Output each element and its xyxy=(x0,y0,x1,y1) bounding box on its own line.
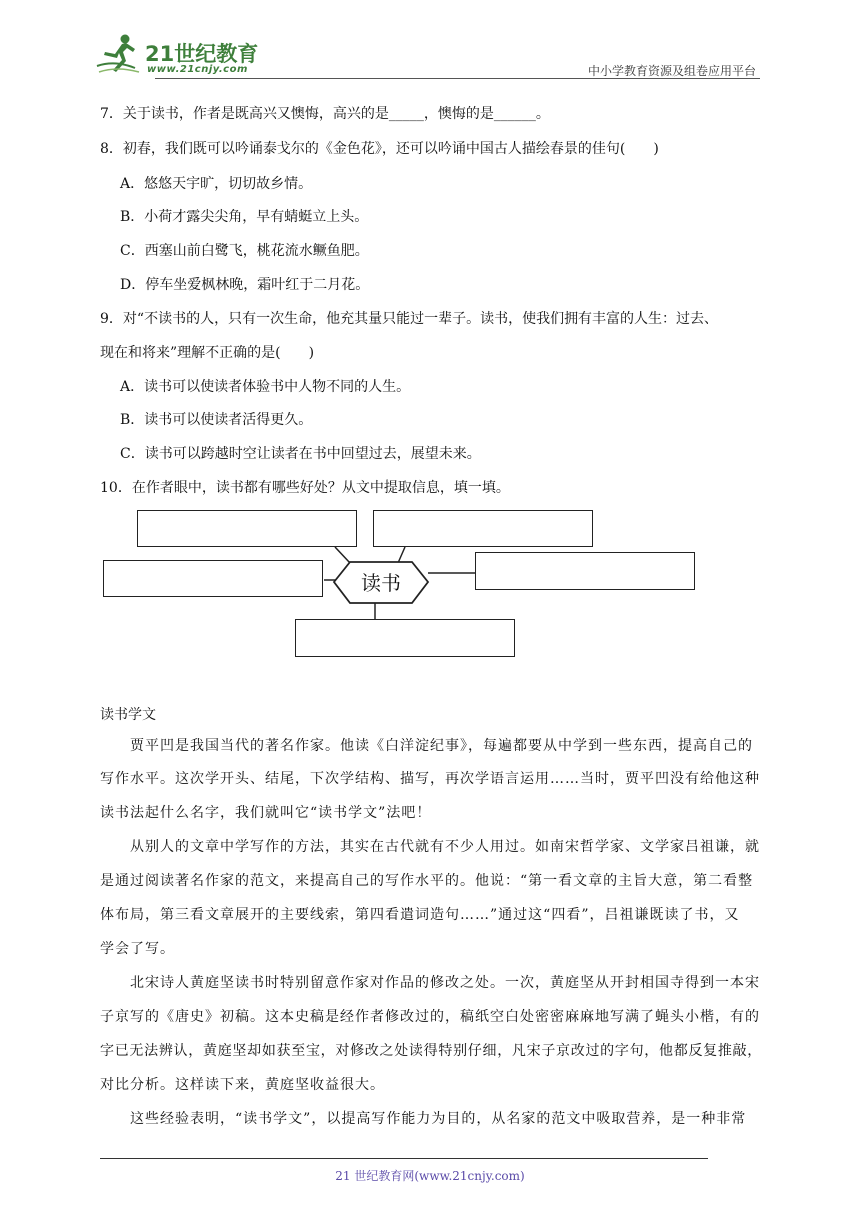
question-8-option-b: B．小荷才露尖尖角，早有蜻蜓立上头。 xyxy=(120,209,369,225)
passage-line: 字已无法辨认，黄庭坚却如获至宝，对修改之处读得特别仔细，凡宋子京改过的字句，他都反复推敲， xyxy=(100,1043,762,1059)
passage-line: 学会了写。 xyxy=(100,941,175,957)
passage-line: 这些经验表明，“读书学文”，以提高写作能力为目的，从名家的范文中吸取营养，是一种非常 xyxy=(130,1111,747,1127)
passage-line: 北宋诗人黄庭坚读书时特别留意作家对作品的修改之处。一次，黄庭坚从开封相国寺得到一本宋 xyxy=(130,975,760,991)
footer-divider xyxy=(100,1158,708,1159)
runner-logo-icon xyxy=(95,32,145,76)
answer-box-middle-left[interactable] xyxy=(103,560,323,597)
site-logo xyxy=(95,32,265,78)
question-9-option-b: B．读书可以使读者活得更久。 xyxy=(120,412,313,428)
passage-line: 子京写的《唐史》初稿。这本史稿是经作者修改过的，稿纸空白处密密麻麻地写满了蝇头小楷，有的 xyxy=(100,1009,760,1025)
question-8-option-d: D．停车坐爱枫林晚，霜叶红于二月花。 xyxy=(120,277,370,293)
passage-line: 贾平凹是我国当代的著名作家。他读《白洋淀纪事》，每遍都要从中学到一些东西，提高自己的 xyxy=(130,738,753,754)
passage-line: 写作水平。这次学开头、结尾，下次学结构、描写，再次学语言运用……当时，贾平凹没有给他这种 xyxy=(100,771,760,787)
header-divider xyxy=(155,78,760,79)
question-9-stem-line1: 9．对“不读书的人，只有一次生命，他充其量只能过一辈子。读书，使我们拥有丰富的人生：过去、 xyxy=(100,311,719,327)
answer-box-top-left[interactable] xyxy=(137,510,357,547)
question-8-option-a: A．悠悠天宇旷，切切故乡情。 xyxy=(120,176,313,192)
center-label: 读书 xyxy=(361,571,401,595)
page-header xyxy=(95,32,760,80)
platform-title: 中小学教育资源及组卷应用平台 xyxy=(587,64,756,78)
logo-url: www.21cnjy.com xyxy=(147,64,248,75)
passage-line: 对比分析。这样读下来，黄庭坚收益很大。 xyxy=(100,1077,385,1093)
passage-line: 体布局，第三看文章展开的主要线索，第四看遣词造句……”通过这“四看”，吕祖谦既读了书，又 xyxy=(100,907,740,923)
question-9-option-a: A．读书可以使读者体验书中人物不同的人生。 xyxy=(120,379,411,395)
passage-line: 是通过阅读著名作家的范文，来提高自己的写作水平的。他说：“第一看文章的主旨大意，第二看整 xyxy=(100,873,754,889)
question-8-option-c: C．西塞山前白鹭飞，桃花流水鳜鱼肥。 xyxy=(120,243,369,259)
footer-text[interactable]: 21 世纪教育网(www.21cnjy.com) xyxy=(335,1169,525,1183)
passage-line: 读书法起什么名字，我们就叫它“读书学文”法吧！ xyxy=(100,805,432,821)
answer-box-bottom[interactable] xyxy=(295,619,515,657)
passage-line: 从别人的文章中学写作的方法，其实在古代就有不少人用过。如南宋哲学家、文学家吕祖谦，就 xyxy=(130,839,760,855)
question-8-stem: 8．初春，我们既可以吟诵泰戈尔的《金色花》，还可以吟诵中国古人描绘春景的佳句( ) xyxy=(100,141,659,157)
question-10: 10．在作者眼中，读书都有哪些好处？从文中提取信息，填一填。 xyxy=(100,480,510,496)
passage-title: 读书学文 xyxy=(100,707,156,723)
answer-box-middle-right[interactable] xyxy=(475,552,695,590)
logo-text: 21世纪教育 xyxy=(145,42,259,66)
question-7: 7．关于读书，作者是既高兴又懊悔，高兴的是_____，懊悔的是______。 xyxy=(100,106,550,122)
question-9-option-c: C．读书可以跨越时空让读者在书中回望过去，展望未来。 xyxy=(120,446,481,462)
question-9-stem-line2: 现在和将来”理解不正确的是( ) xyxy=(100,345,315,361)
answer-box-top-right[interactable] xyxy=(373,510,593,547)
reading-benefits-diagram xyxy=(100,505,700,665)
